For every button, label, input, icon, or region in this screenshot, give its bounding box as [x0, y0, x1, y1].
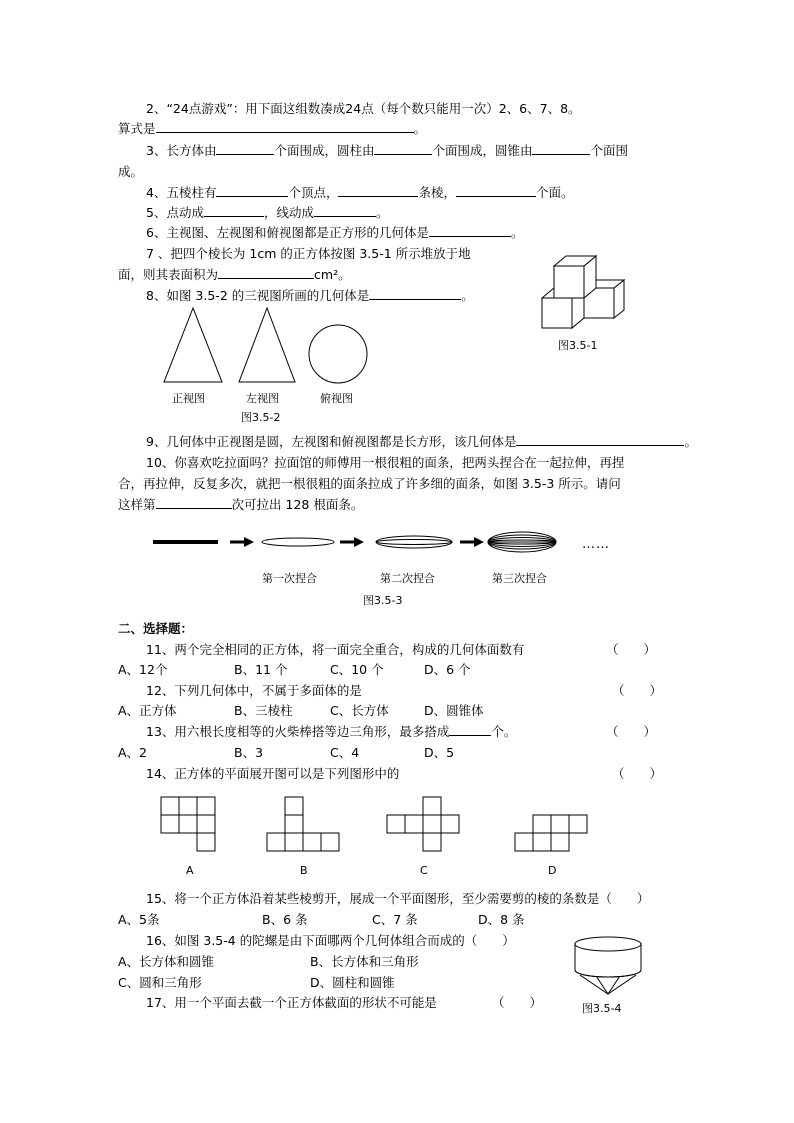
second-pinch-label: 第二次捏合 — [380, 572, 435, 585]
net-label-c: C — [420, 864, 428, 877]
q17-stem: 17、用一个平面去截一个正方体截面的形状不可能是 — [146, 995, 437, 1010]
q14-answer-paren: （ ） — [612, 766, 663, 781]
figure-3-5-1-caption: 图3.5-1 — [558, 339, 598, 352]
net-option-b — [266, 796, 346, 854]
q15-option-c: C、7 条 — [372, 912, 418, 927]
q12-option-c: C、长方体 — [330, 703, 389, 718]
q10-line1: 10、你喜欢吃拉面吗？拉面馆的师傅用一根很粗的面条，把两头捏合在一起拉伸，再捏 — [146, 455, 625, 470]
q10-line2: 合，再拉伸，反复多次，就把一根很粗的面条拉成了许多细的面条，如图 3.5-3 所示。请问 — [118, 476, 621, 491]
q13-option-d: D、5 — [424, 745, 455, 760]
q12-option-b: B、三棱柱 — [234, 703, 293, 718]
net-label-b: B — [300, 864, 308, 877]
q11-option-c: C、10 个 — [330, 662, 384, 677]
q3-line2: 成。 — [118, 164, 144, 179]
q2-line1: 2、“24点游戏”：用下面这组数凑成24点（每个数只能用一次）2、6、7、8。 — [146, 101, 581, 116]
q16-option-b: B、长方体和三角形 — [310, 954, 419, 969]
q14-stem: 14、正方体的平面展开图可以是下列图形中的 — [146, 766, 400, 781]
figure-3-5-4-caption: 图3.5-4 — [582, 1002, 622, 1015]
figure-3-5-2-views — [160, 306, 360, 386]
continuation-dots: …… — [582, 537, 610, 552]
q15-option-a: A、5条 — [118, 912, 160, 927]
q15-stem: 15、将一个正方体沿着某些棱剪开，展成一个平面图形，至少需要剪的棱的条数是（ ） — [146, 891, 650, 906]
net-label-d: D — [548, 864, 557, 877]
q13-option-a: A、2 — [118, 745, 148, 760]
net-option-a — [160, 796, 218, 854]
q11-option-d: D、6 个 — [424, 662, 471, 677]
q16-option-c: C、圆和三角形 — [118, 975, 202, 990]
q11-option-b: B、11 个 — [234, 662, 288, 677]
q4: 4、五棱柱有 个顶点， 条棱， 个面。 — [146, 185, 574, 200]
q16-option-a: A、长方体和圆锥 — [118, 954, 215, 969]
figure-3-5-1-cubes — [540, 254, 630, 330]
figure-3-5-3-noodles — [150, 528, 630, 558]
net-option-d — [514, 796, 594, 854]
left-view-triangle — [239, 308, 295, 382]
q11-answer-paren: （ ） — [606, 642, 657, 657]
q5: 5、点动成 ，线动成 。 — [146, 205, 389, 220]
q12-stem: 12、下列几何体中，不属于多面体的是 — [146, 683, 362, 698]
front-view-triangle — [164, 308, 222, 382]
figure-3-5-3-caption: 图3.5-3 — [363, 594, 403, 607]
figure-3-5-4-spinning-top — [572, 932, 644, 998]
q12-option-a: A、正方体 — [118, 703, 177, 718]
q16-option-d: D、圆柱和圆锥 — [310, 975, 395, 990]
top-view-label: 俯视图 — [320, 392, 353, 405]
left-view-label: 左视图 — [246, 392, 279, 405]
q15-option-b: B、6 条 — [262, 912, 308, 927]
q13-option-c: C、4 — [330, 745, 360, 760]
q12-answer-paren: （ ） — [612, 683, 663, 698]
figure-3-5-2-caption: 图3.5-2 — [241, 411, 281, 424]
q2-line2: 算式是 。 — [118, 121, 427, 136]
net-label-a: A — [186, 864, 194, 877]
q13-stem: 13、用六根长度相等的火柴棒搭等边三角形，最多搭成 个。 — [146, 724, 517, 739]
q9: 9、几何体中正视图是圆，左视图和俯视图都是长方形，该几何体是 。 — [146, 434, 697, 449]
q10-line3: 这样第 次可拉出 128 根面条。 — [118, 497, 364, 512]
section-choice-heading: 二、选择题： — [118, 621, 194, 636]
q6: 6、主视图、左视图和俯视图都是正方形的几何体是 。 — [146, 225, 524, 240]
q8: 8、如图 3.5-2 的三视图所画的几何体是 。 — [146, 288, 474, 303]
third-pinch-label: 第三次捏合 — [492, 572, 547, 585]
q12-option-d: D、圆锥体 — [424, 703, 484, 718]
q13-option-b: B、3 — [234, 745, 264, 760]
q3-line1: 3、长方体由 个面围成，圆柱由 个面围成，圆锥由 个面围 — [146, 143, 628, 158]
q11-stem: 11、两个完全相同的正方体，将一面完全重合，构成的几何体面数有 — [146, 642, 525, 657]
q15-option-d: D、8 条 — [478, 912, 525, 927]
first-pinch-label: 第一次捏合 — [262, 572, 317, 585]
front-view-label: 正视图 — [172, 392, 205, 405]
top-view-circle — [309, 325, 367, 383]
q7-line1: 7 、把四个棱长为 1cm 的正方体按图 3.5-1 所示堆放于地 — [146, 246, 471, 261]
q16-stem: 16、如图 3.5-4 的陀螺是由下面哪两个几何体组合而成的（ ） — [146, 933, 515, 948]
q17-answer-paren: （ ） — [492, 995, 543, 1010]
q11-option-a: A、12个 — [118, 662, 168, 677]
q13-answer-paren: （ ） — [606, 724, 657, 739]
q7-line2: 面，则其表面积为 cm²。 — [118, 267, 351, 282]
net-option-c — [386, 796, 466, 854]
